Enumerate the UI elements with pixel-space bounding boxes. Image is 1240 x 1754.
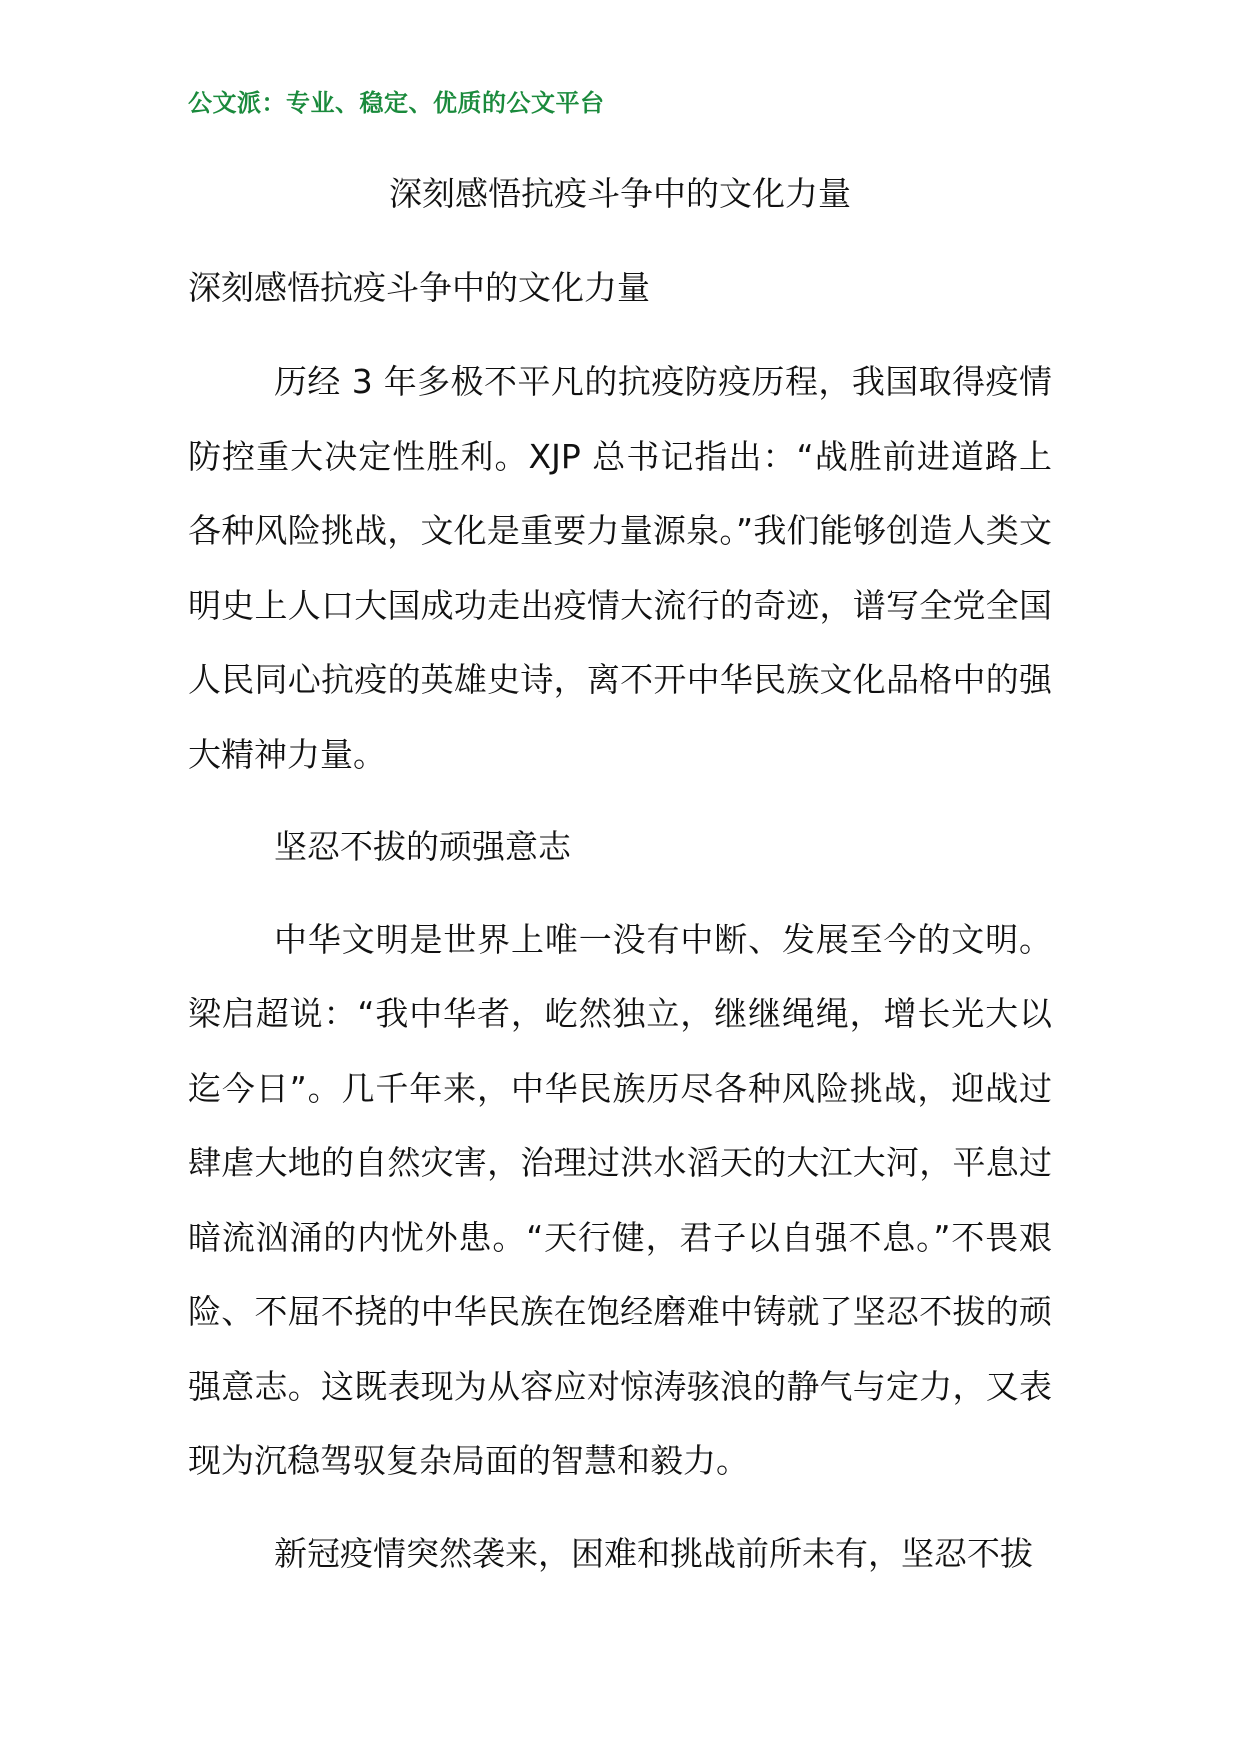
platform-header: 公文派：专业、稳定、优质的公文平台	[188, 89, 605, 117]
paragraph-intro: 历经 3 年多极不平凡的抗疫防疫历程，我国取得疫情防控重大决定性胜利。XJP 总书记指出：“战胜前进道路上各种风险挑战，文化是重要力量源泉。”我们能够创造人类文明史上人口大国成功走出疫情大流行的奇迹，谱写全党全国人民同心抗疫的英雄史诗，离不开中华民族文化品格中的强大精神力量。	[188, 362, 1052, 774]
section-heading: 坚忍不拔的顽强意志	[274, 827, 571, 866]
document-subtitle: 深刻感悟抗疫斗争中的文化力量	[188, 268, 650, 307]
paragraph-covid: 新冠疫情突然袭来，困难和挑战前所未有，坚忍不拔	[274, 1533, 1033, 1573]
document-body	[188, 345, 1052, 1591]
paragraph-history: 中华文明是世界上唯一没有中断、发展至今的文明。梁启超说：“我中华者，屹然独立，继继绳绳，增长光大以迄今日”。几千年来，中华民族历尽各种风险挑战，迎战过肆虐大地的自然灾害，治理过洪水滔天的大江大河，平息过暗流汹涌的内忧外患。“天行健，君子以自强不息。”不畏艰险、不屈不挠的中华民族在饱经磨难中铸就了坚忍不拔的顽强意志。这既表现为从容应对惊涛骇浪的静气与定力，又表现为沉稳驾驭复杂局面的智慧和毅力。	[188, 919, 1052, 1480]
document-title: 深刻感悟抗疫斗争中的文化力量	[389, 174, 851, 213]
